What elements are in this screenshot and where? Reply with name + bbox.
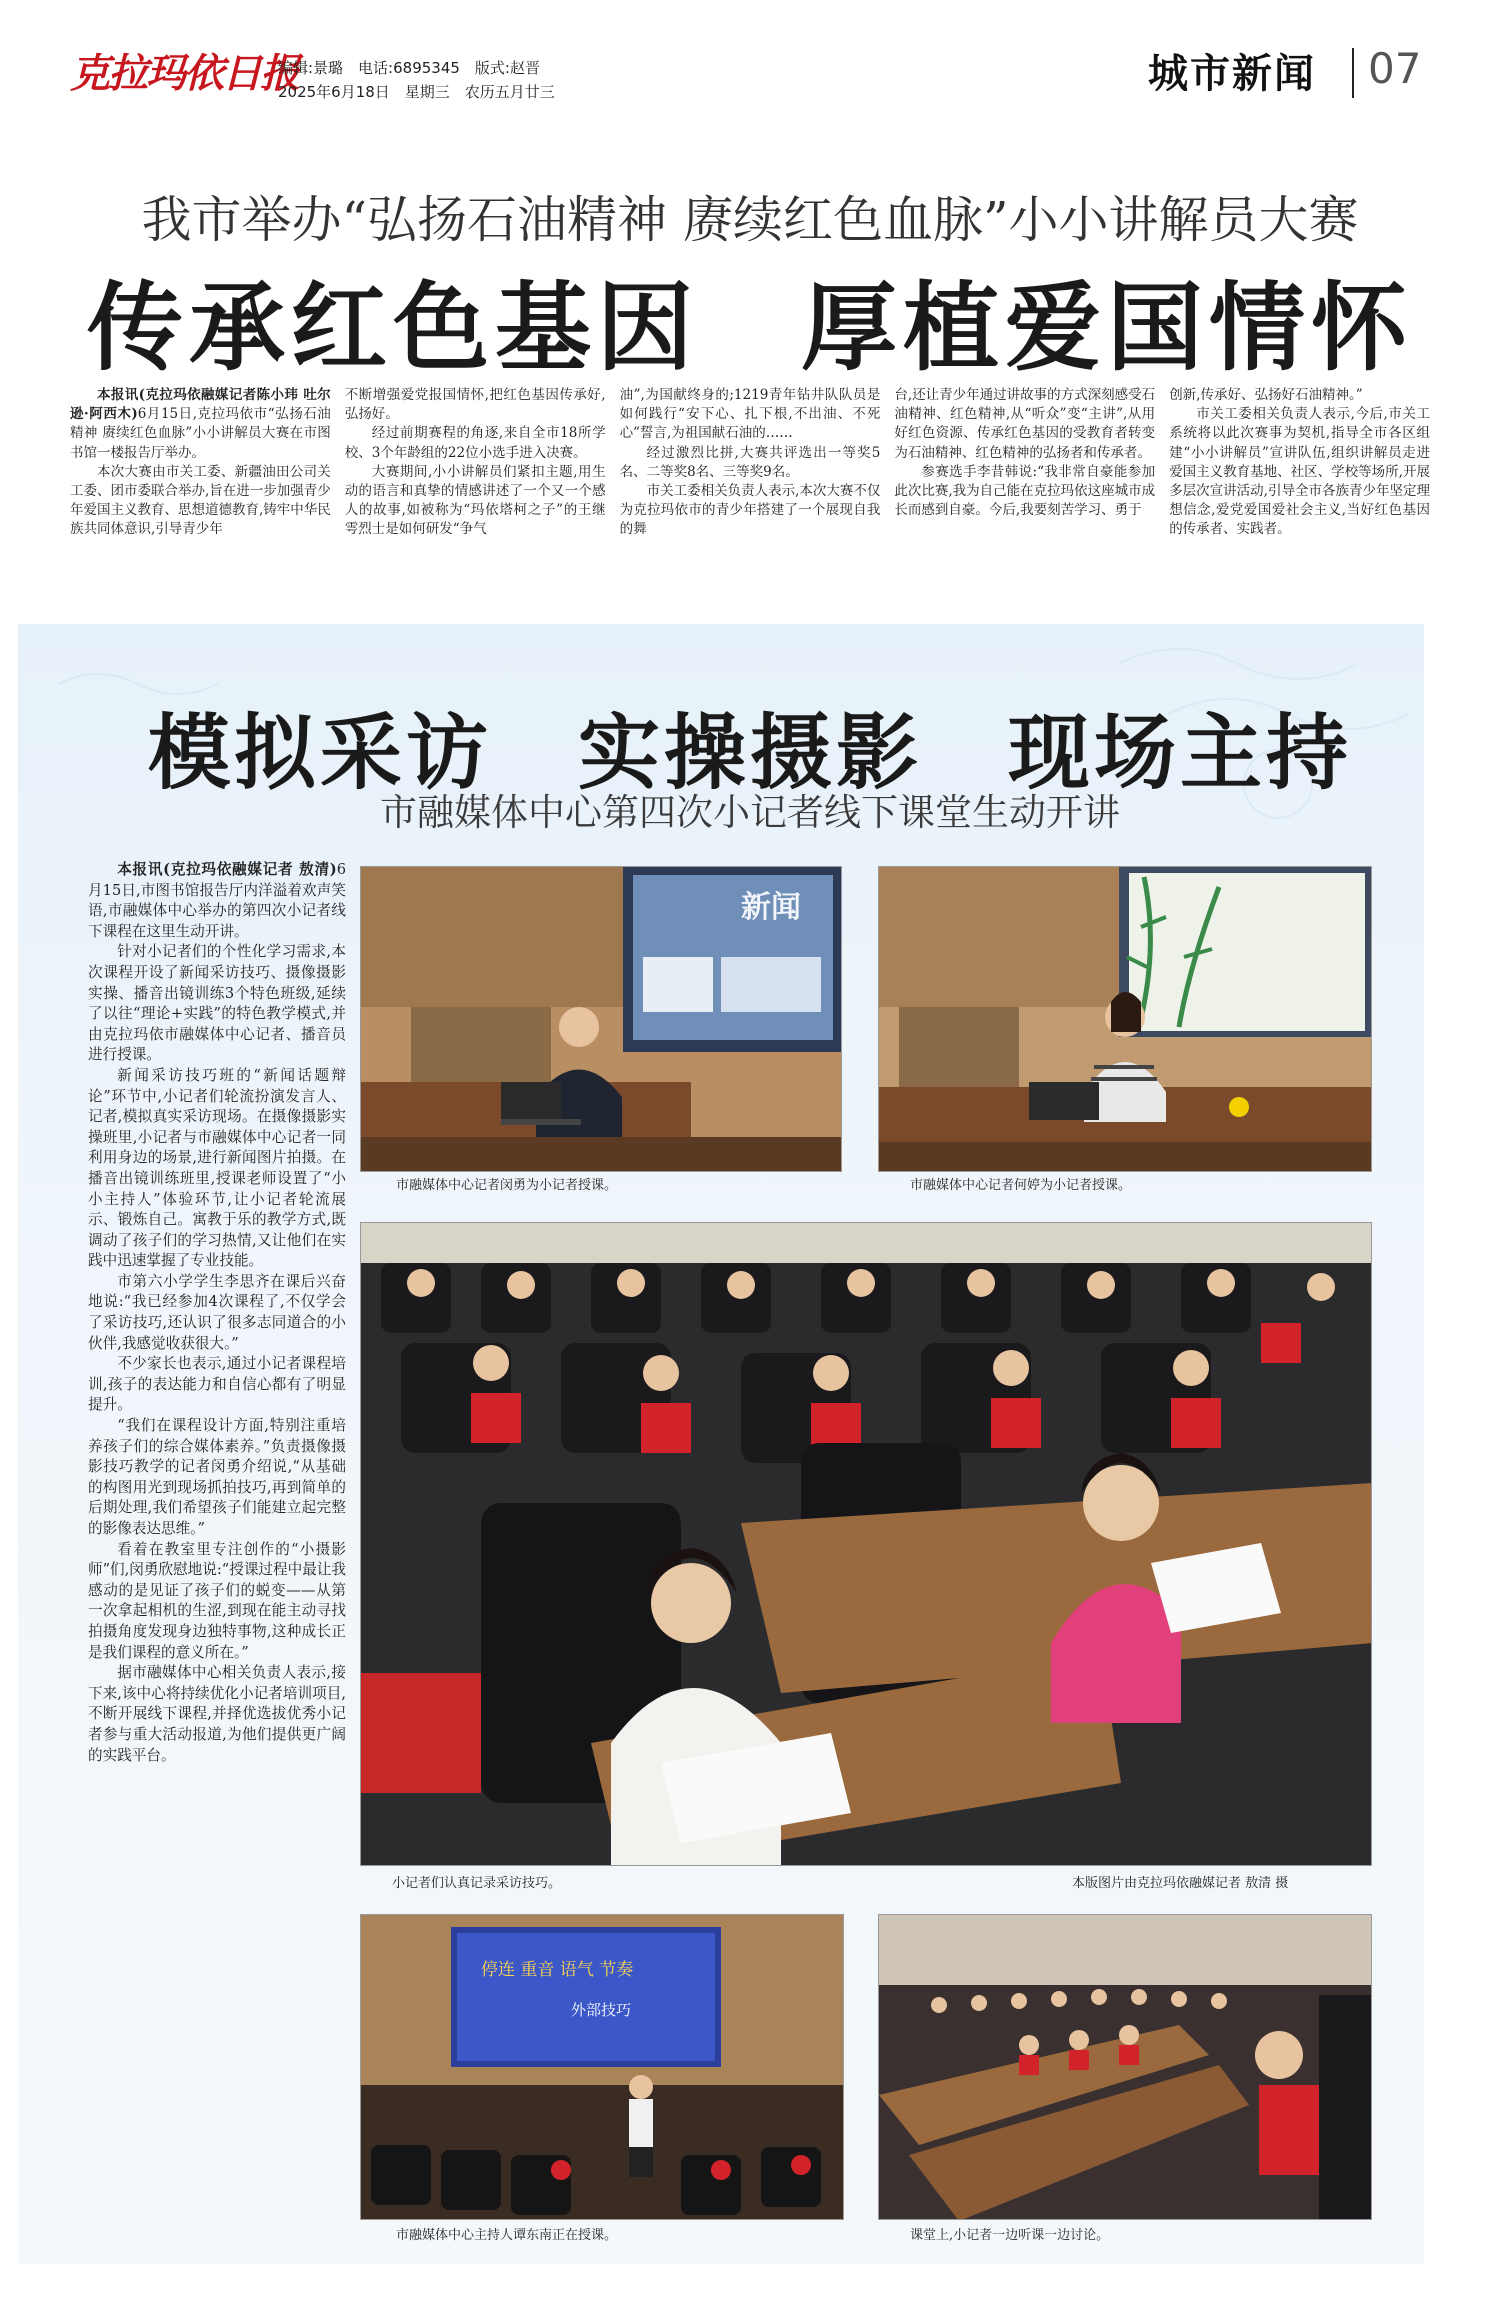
article2-lead: 本报讯(克拉玛依融媒记者 敖清)	[117, 861, 337, 878]
article2-paragraph: 6月15日,市图书馆报告厅内洋溢着欢声笑语,市融媒体中心举办的第四次小记者线下课程在这里生动开讲。	[88, 861, 346, 940]
article1-paragraph: 油”,为国献终身的;1219青年钻井队队员是如何践行“安下心、扎下根,不出油、不死心”誓言,为祖国献石油的……	[619, 387, 881, 442]
article1-paragraph: 创新,传承好、弘扬好石油精神。”	[1169, 387, 1363, 403]
article1-column-2	[345, 386, 606, 626]
photo4-screen-subtext: 外部技巧	[571, 2001, 632, 2019]
photo-host-tan-dongnan	[360, 1914, 844, 2220]
photo3-caption: 小记者们认真记录采访技巧。	[392, 1876, 562, 1891]
photo-credit: 本版图片由克拉玛依融媒记者 敖清 摄	[1072, 1876, 1289, 1891]
article1-column-4	[894, 386, 1155, 626]
article1-paragraph: 市关工委相关负责人表示,今后,市关工系统将以此次赛事为契机,指导全市各区组建“小小讲解员”宣讲队伍,组织讲解员走进爱国主义教育基地、社区、学校等场所,开展多层次宣讲活动,引导全市各族青少年坚定理想信念,爱党爱国爱社会主义,当好红色基因的传承者、实践者。	[1169, 406, 1430, 538]
masthead-divider	[1352, 48, 1354, 98]
photo4-screen-text: 停连 重音 语气 节奏	[481, 1960, 634, 1980]
article2-paragraph: 市第六小学学生李思齐在课后兴奋地说:“我已经参加4次课程了,不仅学会了采访技巧,还认识了很多志同道合的小伙伴,我感觉收获很大。”	[88, 1272, 346, 1352]
newspaper-logo: 克拉玛依日报	[70, 50, 298, 97]
masthead-meta	[278, 56, 555, 104]
article1-lead: 本报讯(克拉玛依融媒记者陈小玮 吐尔逊·阿西木)	[70, 387, 331, 423]
article2-paragraph: “我们在课程设计方面,特别注重培养孩子们的综合媒体素养。”负责摄像摄影技巧教学的记者闵勇介绍说,“从基础的构图用光到现场抓拍技巧,再到简单的后期处理,我们希望孩子们能建立起完整的影像表达思维。”	[88, 1417, 346, 1537]
article1-subtitle: 我市举办“弘扬石油精神 赓续红色血脉”小小讲解员大赛	[141, 191, 1359, 249]
article2-paragraph: 针对小记者们的个性化学习需求,本次课程开设了新闻采访技巧、摄像摄影实操、播音出镜训练3个特色班级,延续了以往“理论+实践”的特色教学模式,并由克拉玛依市融媒体中心记者、播音员进行授课。	[88, 943, 346, 1064]
photo1-screen-text: 新闻	[741, 890, 801, 925]
article1-body	[70, 386, 1430, 626]
article1-paragraph: 不断增强爱党报国情怀,把红色基因传承好,弘扬好。	[344, 387, 606, 423]
article2-subtitle: 市融媒体中心第四次小记者线下课堂生动开讲	[380, 791, 1120, 834]
article1-paragraph: 6月15日,克拉玛依市“弘扬石油精神 赓续红色血脉”小小讲解员大赛在市图书馆一楼报告厅举办。	[70, 406, 331, 461]
article1-paragraph: 参赛选手李昔韩说:“我非常自豪能参加此次比赛,我为自己能在克拉玛依这座城市成长而感到自豪。今后,我要刻苦学习、勇于	[894, 463, 1156, 519]
article1-paragraph: 经过前期赛程的角逐,来自全市18所学校、3个年龄组的22位小选手进入决赛。	[344, 425, 606, 461]
article1-paragraph: 经过激烈比拼,大赛共评选出一等奖5名、二等奖8名、三等奖9名。	[619, 444, 881, 480]
article2-paragraph: 看着在教室里专注创作的“小摄影师”们,闵勇欣慰地说:“授课过程中最让我感动的是见证了孩子们的蜕变——从第一次拿起相机的生涩,到现在能主动寻找拍摄角度发现身边独特事物,这种成长正是我们课程的意义所在。”	[88, 1540, 346, 1661]
photo-teacher-min-yong	[360, 866, 842, 1172]
article2-headline: 模拟采访 实操摄影 现场主持	[147, 706, 1352, 801]
photo1-caption: 市融媒体中心记者闵勇为小记者授课。	[396, 1178, 618, 1193]
article1-paragraph: 台,还让青少年通过讲故事的方式深刻感受石油精神、红色精神,从“听众”变“主讲”,从用好红色资源、传承红色基因的受教育者转变为石油精神、红色精神的弘扬者和传承者。	[894, 387, 1156, 461]
masthead	[0, 0, 1500, 110]
article2-paragraph: 不少家长也表示,通过小记者课程培训,孩子的表达能力和自信心都有了明显提升。	[88, 1355, 346, 1414]
article2-body	[88, 860, 346, 2260]
article1-column-1	[70, 386, 331, 626]
page-number: 07	[1368, 44, 1422, 93]
photo-students-discussion	[878, 1914, 1372, 2220]
article1-paragraph: 大赛期间,小小讲解员们紧扣主题,用生动的语言和真挚的情感讲述了一个又一个感人的故事,如被称为“玛依塔柯之子”的王继雩烈士是如何研发“争气	[344, 463, 606, 538]
article1-column-3	[620, 386, 881, 626]
date-line: 2025年6月18日 星期三 农历五月廿三	[278, 83, 555, 101]
photo4-caption: 市融媒体中心主持人谭东南正在授课。	[396, 2228, 618, 2243]
section-title: 城市新闻	[1148, 50, 1316, 97]
article1-headline: 传承红色基因 厚植爱国情怀	[87, 272, 1413, 384]
photo2-caption: 市融媒体中心记者何婷为小记者授课。	[910, 1178, 1132, 1193]
article1-column-5	[1169, 386, 1430, 626]
editor-line: 编辑:景璐 电话:6895345 版式:赵晋	[278, 59, 540, 77]
article1-paragraph: 市关工委相关负责人表示,本次大赛不仅为克拉玛依市的青少年搭建了一个展现自我的舞	[619, 483, 881, 538]
article2-paragraph: 新闻采访技巧班的“新闻话题辩论”环节中,小记者们轮流扮演发言人、记者,模拟真实采访现场。在摄像摄影实操班里,小记者与市融媒体中心记者一同利用身边的场景,进行新闻图片拍摄。在播音出镜训练班里,授课老师设置了“小小主持人”体验环节,让小记者轮流展示、锻炼自己。寓教于乐的教学方式,既调动了孩子们的学习热情,又让他们在实践中迅速掌握了专业技能。	[88, 1066, 346, 1270]
photo5-caption: 课堂上,小记者一边听课一边讨论。	[910, 2228, 1110, 2243]
photo-teacher-he-ting	[878, 866, 1372, 1172]
article2-paragraph: 据市融媒体中心相关负责人表示,接下来,该中心将持续优化小记者培训项目,不断开展线下课程,并择优选拔优秀小记者参与重大活动报道,为他们提供更广阔的实践平台。	[88, 1664, 346, 1764]
photo-students-writing	[360, 1222, 1372, 1866]
article1-paragraph: 本次大赛由市关工委、新疆油田公司关工委、团市委联合举办,旨在进一步加强青少年爱国主义教育、思想道德教育,铸牢中华民族共同体意识,引导青少年	[70, 463, 331, 538]
